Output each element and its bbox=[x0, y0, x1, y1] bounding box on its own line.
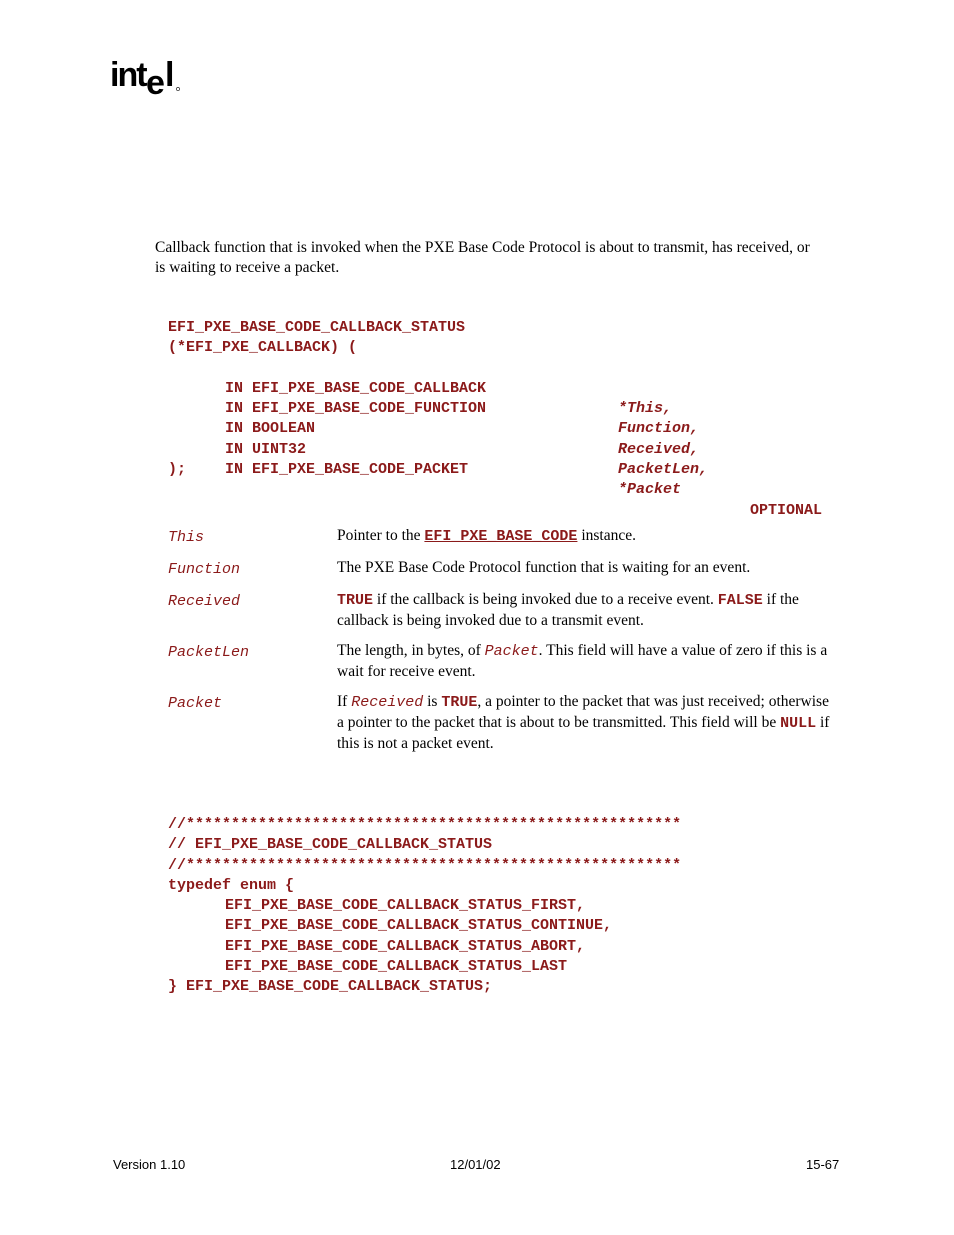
related-definitions-block bbox=[168, 815, 848, 998]
code-line: } EFI_PXE_BASE_CODE_CALLBACK_STATUS; bbox=[168, 978, 493, 996]
enum-member: EFI_PXE_BASE_CODE_CALLBACK_STATUS_CONTINUE, bbox=[225, 917, 613, 935]
arg-name: *This, bbox=[618, 400, 673, 418]
footer-version: Version 1.10 bbox=[113, 1157, 186, 1172]
comment-line: //******************************************************* bbox=[168, 816, 682, 833]
arg-name: Received, bbox=[618, 440, 700, 458]
prototype-return-type: EFI_PXE_BASE_CODE_CALLBACK_STATUS bbox=[168, 319, 466, 336]
param-description: The PXE Base Code Protocol function that is waiting for an event. bbox=[337, 559, 751, 576]
prototype-function-name: (*EFI_PXE_CALLBACK) ( bbox=[168, 339, 358, 357]
svg-text:l: l bbox=[165, 58, 175, 94]
arg-optional-keyword: OPTIONAL bbox=[750, 501, 823, 519]
arg-name: Function, bbox=[618, 420, 700, 438]
enum-member: EFI_PXE_BASE_CODE_CALLBACK_STATUS_LAST bbox=[225, 958, 568, 976]
param-description: The length, in bytes, of Packet. This field will have a value of zero if this is a wait for receive event. bbox=[337, 642, 828, 680]
summary-text: Callback function that is invoked when the PXE Base Code Protocol is about to transmit, has received, or is waiting to receive a packet. bbox=[155, 239, 810, 276]
prototype-block bbox=[168, 318, 848, 519]
arg-name: PacketLen, bbox=[618, 461, 709, 479]
param-name: Received bbox=[168, 593, 241, 610]
param-name: Packet bbox=[168, 695, 223, 712]
comment-line: // EFI_PXE_BASE_CODE_CALLBACK_STATUS bbox=[168, 836, 493, 854]
comment-line: //******************************************************* bbox=[168, 856, 682, 874]
param-name: PacketLen bbox=[168, 644, 250, 661]
param-description: If Received is TRUE, a pointer to the packet that was just received; otherwise a pointer to the packet that is about to be transmitted. This field will be NULL if this is not a packet event. bbox=[337, 693, 830, 752]
prototype-close: ); bbox=[168, 461, 187, 479]
arg-declaration: IN BOOLEAN bbox=[225, 420, 316, 438]
param-description: Pointer to the EFI_PXE_BASE_CODE instance. bbox=[337, 527, 636, 545]
arg-declaration: IN EFI_PXE_BASE_CODE_CALLBACK bbox=[225, 379, 487, 397]
arg-name: *Packet bbox=[618, 481, 682, 499]
arg-declaration: IN UINT32 bbox=[225, 440, 307, 458]
svg-text:e: e bbox=[146, 64, 165, 100]
svg-text:int: int bbox=[110, 58, 146, 94]
enum-member: EFI_PXE_BASE_CODE_CALLBACK_STATUS_FIRST, bbox=[225, 897, 586, 915]
protocol-link[interactable]: EFI_PXE_BASE_CODE bbox=[424, 528, 578, 545]
param-name: This bbox=[168, 529, 205, 546]
param-description: TRUE if the callback is being invoked due to a receive event. FALSE if the callback is being invoked due to a transmit event. bbox=[337, 591, 799, 629]
arg-declaration: IN EFI_PXE_BASE_CODE_PACKET bbox=[225, 461, 469, 479]
intel-logo bbox=[110, 58, 182, 100]
footer-page-number: 15-67 bbox=[806, 1157, 840, 1172]
arg-declaration: IN EFI_PXE_BASE_CODE_FUNCTION bbox=[225, 400, 487, 418]
footer-date: 12/01/02 bbox=[450, 1157, 501, 1172]
code-line: typedef enum { bbox=[168, 876, 295, 894]
param-name: Function bbox=[168, 561, 241, 578]
enum-member: EFI_PXE_BASE_CODE_CALLBACK_STATUS_ABORT, bbox=[225, 937, 586, 955]
